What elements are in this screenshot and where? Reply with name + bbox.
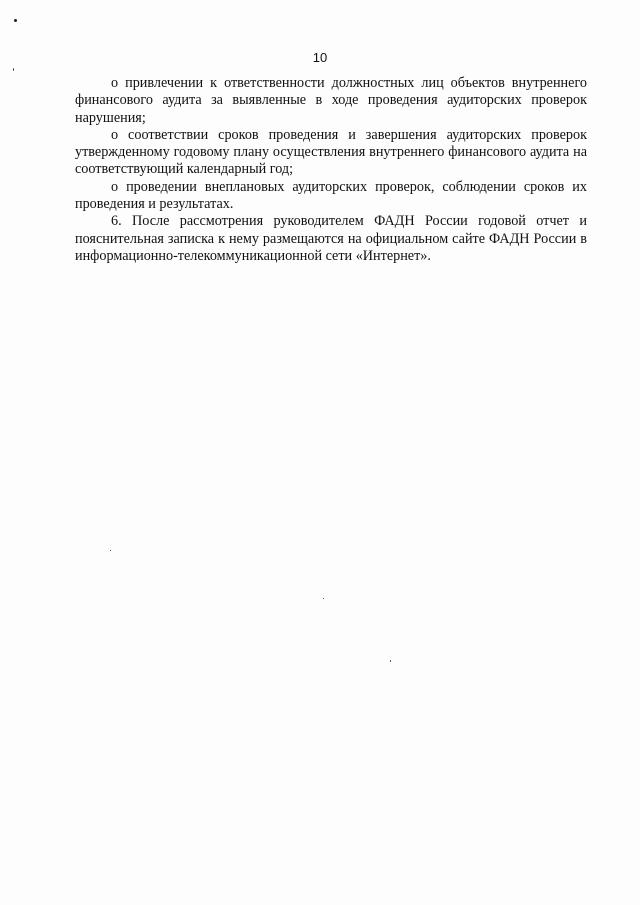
scan-speck	[13, 68, 14, 71]
page-number: 10	[312, 50, 328, 65]
scan-speck	[390, 660, 391, 662]
scan-speck	[14, 19, 17, 22]
paragraph-liability: о привлечении к ответственности должностных лиц объектов внутреннего финансового аудита за выявленные в ходе проведения аудиторских проверок нарушения;	[75, 75, 587, 126]
paragraph-unscheduled-audits: о проведении внеплановых аудиторских проверок, соблюдении сроков их проведения и результатах.	[75, 178, 587, 213]
paragraph-publication: 6. После рассмотрения руководителем ФАДН России годовой отчет и пояснительная записка к нему размещаются на официальном сайте ФАДН России в информационно-телекоммуникационной сети «Интернет».	[75, 213, 587, 264]
document-body	[75, 75, 587, 265]
scan-speck	[323, 598, 324, 599]
scan-speck	[110, 550, 111, 551]
paragraph-schedule-compliance: о соответствии сроков проведения и завершения аудиторских проверок утвержденному годовому плану осуществления внутреннего финансового аудита на соответствующий календарный год;	[75, 126, 587, 178]
